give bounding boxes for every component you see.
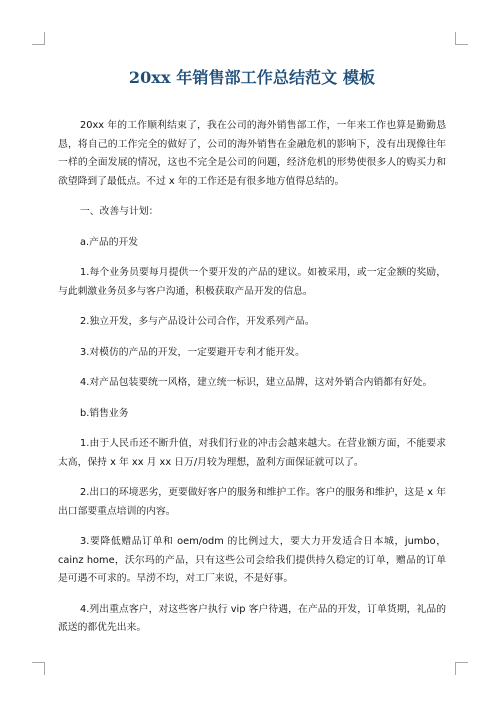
crop-mark-bottom-left [32, 662, 45, 675]
document-title: 20xx 年销售部工作总结范文 模板 [128, 68, 376, 87]
paragraph-sales-item-3: 3.要降低赠品订单和 oem/odm 的比例过大，要大力开发适合日本城，jumbo，cainz home，沃尔玛的产品，只有这些公司会给我们提供持久稳定的订单，赠品的订单是可遇不可求的。旱涝不均，对工厂来说，不是好事。 [58, 536, 446, 584]
paragraph-product-item-3: 3.对模仿的产品的开发，一定要避开专利才能开发。 [80, 346, 305, 358]
section-heading-improvement-plan: 一、改善与计划： [80, 206, 159, 217]
paragraph-product-item-2: 2.独立开发，多与产品设计公司合作，开发系列产品。 [80, 316, 315, 327]
crop-mark-bottom-right [455, 662, 468, 675]
crop-mark-top-left [32, 32, 45, 45]
paragraph-sales-item-2: 2.出口的环境恶劣，更要做好客户的服务和维护工作。客户的服务和维护，这是 x 年出口部要重点培训的内容。 [58, 487, 446, 517]
subheading-sales-business: b.销售业务 [80, 407, 129, 419]
paragraph-product-item-4: 4.对产品包装要统一风格，建立统一标识，建立品牌，这对外销合内销都有好处。 [80, 377, 433, 388]
intro-paragraph: 20xx 年的工作顺利结束了，我在公司的海外销售部工作，一年来工作也算是勤勤恳恳，将自己的工作完全的做好了，公司的海外销售在金融危机的影响下，没有出现像往年一样的全面发展的情况，这也不完全是公司的问题，经济危机的形势使很多人的购买力和欲望降到了最低点。不过 x 年的工作还是有很多地方值得总结的。 [58, 120, 446, 187]
paragraph-sales-item-4: 4.列出重点客户，对这些客户执行 vip 客户待遇，在产品的开发，订单货期，礼品的派送的都优先出来。 [58, 603, 446, 633]
document-page [58, 68, 446, 650]
crop-mark-top-right [455, 32, 468, 45]
subheading-product-development: a.产品的开发 [80, 236, 139, 248]
paragraph-product-item-1: 1.每个业务员要每月提供一个要开发的产品的建议。如被采用，或一定金额的奖励，与此刺激业务员多与客户沟通，积极获取产品开发的信息。 [58, 267, 446, 297]
paragraph-sales-item-1: 1.由于人民币还不断升值，对我们行业的冲击会越来越大。在营业额方面，不能要求太高，保持 x 年 xx 月 xx 日万/月较为理想，盈利方面保证就可以了。 [58, 438, 446, 468]
